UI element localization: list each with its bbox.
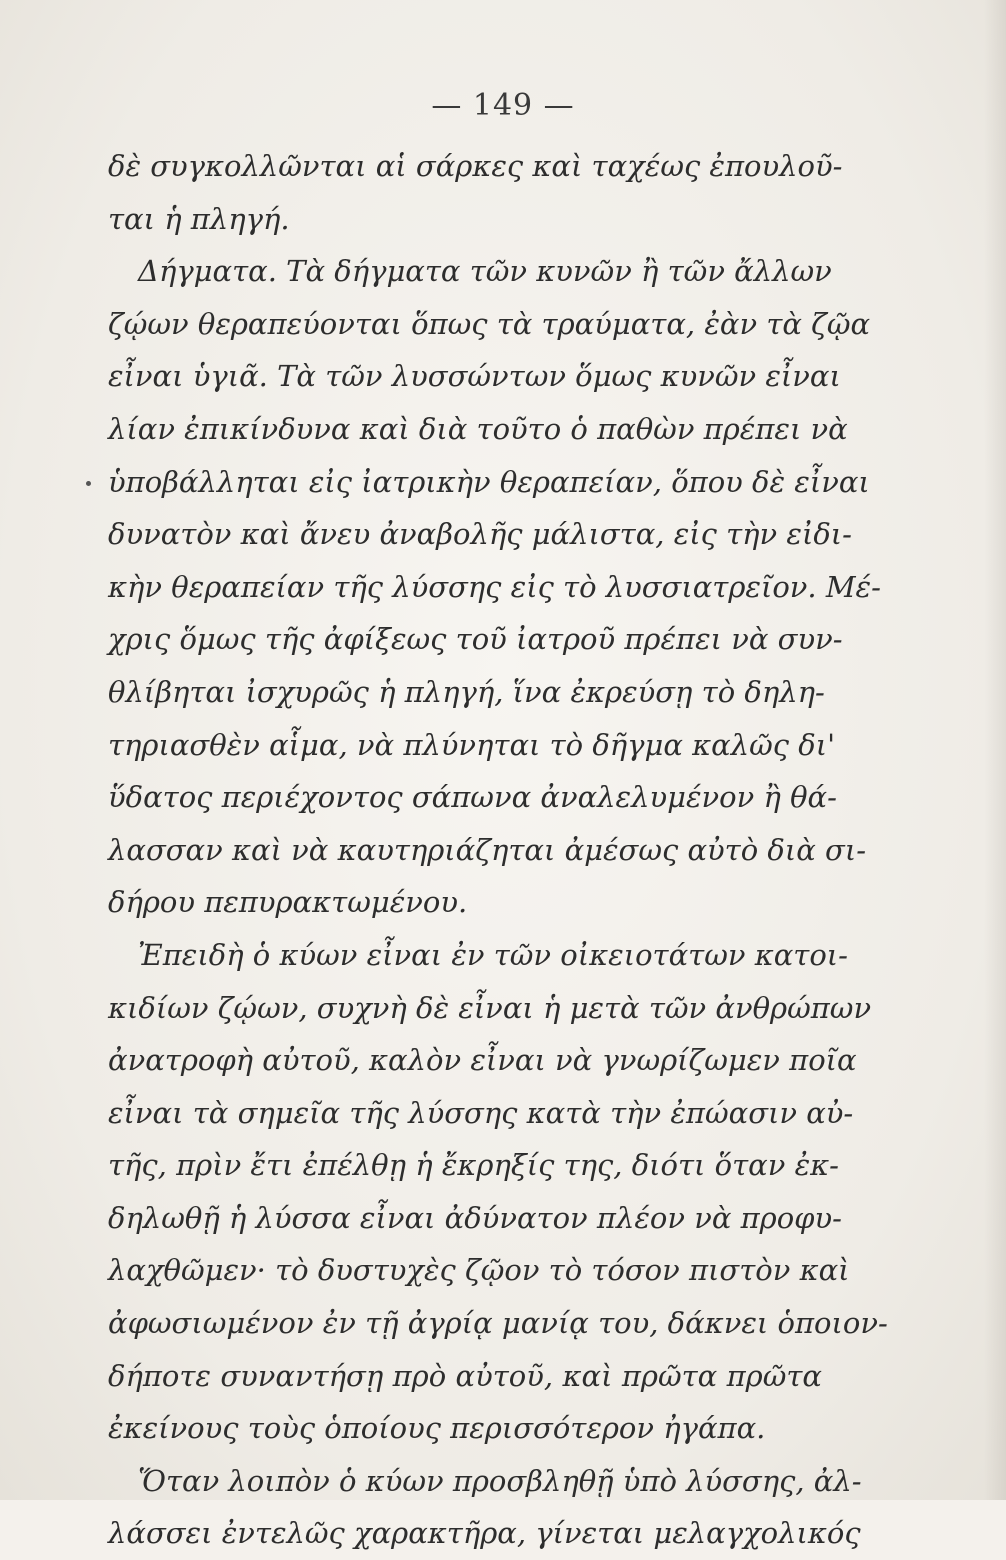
text-line: ὑποβάλληται εἰς ἰατρικὴν θεραπείαν, ὅπου δὲ εἶναι [108, 464, 870, 499]
text-line: εἶναι τὰ σημεῖα τῆς λύσσης κατὰ τὴν ἐπώασιν αὐ- [108, 1095, 854, 1130]
ink-speck [86, 481, 91, 486]
text-line: ἀνατροφὴ αὐτοῦ, καλὸν εἶναι νὰ γνωρίζωμεν ποῖα [108, 1043, 857, 1078]
text-line: λασσαν καὶ νὰ καυτηριάζηται ἀμέσως αὐτὸ διὰ σι- [108, 832, 866, 867]
text-line: λάσσει ἐντελῶς χαρακτῆρα, γίνεται μελαγχολικός [108, 1516, 861, 1551]
text-line: δὲ συγκολλῶνται αἱ σάρκες καὶ ταχέως ἐπουλοῦ- [108, 149, 843, 183]
text-line: χρις ὅμως τῆς ἀφίξεως τοῦ ἰατροῦ πρέπει νὰ συν- [108, 622, 843, 657]
text-line: τηριασθὲν αἷμα, νὰ πλύνηται τὸ δῆγμα καλῶς δι' [108, 727, 836, 762]
text-line: ἐκείνους τοὺς ὁποίους περισσότερον ἠγάπα. [108, 1411, 766, 1446]
text-line: Ἐπειδὴ ὁ κύων εἶναι ἐν τῶν οἰκειοτάτων κατοι- [138, 937, 848, 972]
body-text [108, 140, 888, 1560]
text-line: τῆς, πρὶν ἔτι ἐπέλθῃ ἡ ἔκρηξίς της, διότι ὅταν ἐκ- [108, 1148, 839, 1183]
text-line: κιδίων ζῴων, συχνὴ δὲ εἶναι ἡ μετὰ τῶν ἀνθρώπων [108, 990, 872, 1025]
page-number: — 149 — [431, 88, 575, 123]
text-line: δυνατὸν καὶ ἄνευ ἀναβολῆς μάλιστα, εἰς τὴν εἰδι- [108, 517, 852, 552]
text-line: λίαν ἐπικίνδυνα καὶ διὰ τοῦτο ὁ παθὼν πρέπει νὰ [108, 411, 848, 446]
page-edge-shadow [984, 0, 1006, 1500]
text-line: δηλωθῇ ἡ λύσσα εἶναι ἀδύνατον πλέον νὰ προφυ- [108, 1200, 842, 1235]
text-line: κὴν θεραπείαν τῆς λύσσης εἰς τὸ λυσσιατρεῖον. Μέ- [108, 569, 881, 604]
text-line: Ὅταν λοιπὸν ὁ κύων προσβληθῇ ὑπὸ λύσσης, ἀλ- [138, 1463, 862, 1498]
text-line: ζῴων θεραπεύονται ὅπως τὰ τραύματα, ἐὰν τὰ ζῷα [108, 306, 871, 341]
text-line: δήποτε συναντήσῃ πρὸ αὐτοῦ, καὶ πρῶτα πρῶτα [108, 1358, 822, 1393]
text-line: λαχθῶμεν· τὸ δυστυχὲς ζῷον τὸ τόσον πιστὸν καὶ [108, 1253, 850, 1288]
text-line: Δήγματα. Τὰ δήγματα τῶν κυνῶν ἢ τῶν ἄλλων [138, 254, 832, 289]
text-line: ἀφωσιωμένον ἐν τῇ ἀγρίᾳ μανίᾳ του, δάκνει ὁποιον- [108, 1306, 888, 1341]
text-line: θλίβηται ἰσχυρῶς ἡ πληγή, ἵνα ἐκρεύσῃ τὸ δηλη- [108, 674, 825, 709]
text-line: δήρου πεπυρακτωμένου. [108, 885, 468, 920]
text-line: ται ἡ πληγή. [108, 201, 290, 236]
text-line: εἶναι ὑγιᾶ. Τὰ τῶν λυσσώντων ὅμως κυνῶν εἶναι [108, 359, 841, 394]
text-line: ὕδατος περιέχοντος σάπωνα ἀναλελυμένον ἢ θά- [108, 780, 837, 815]
